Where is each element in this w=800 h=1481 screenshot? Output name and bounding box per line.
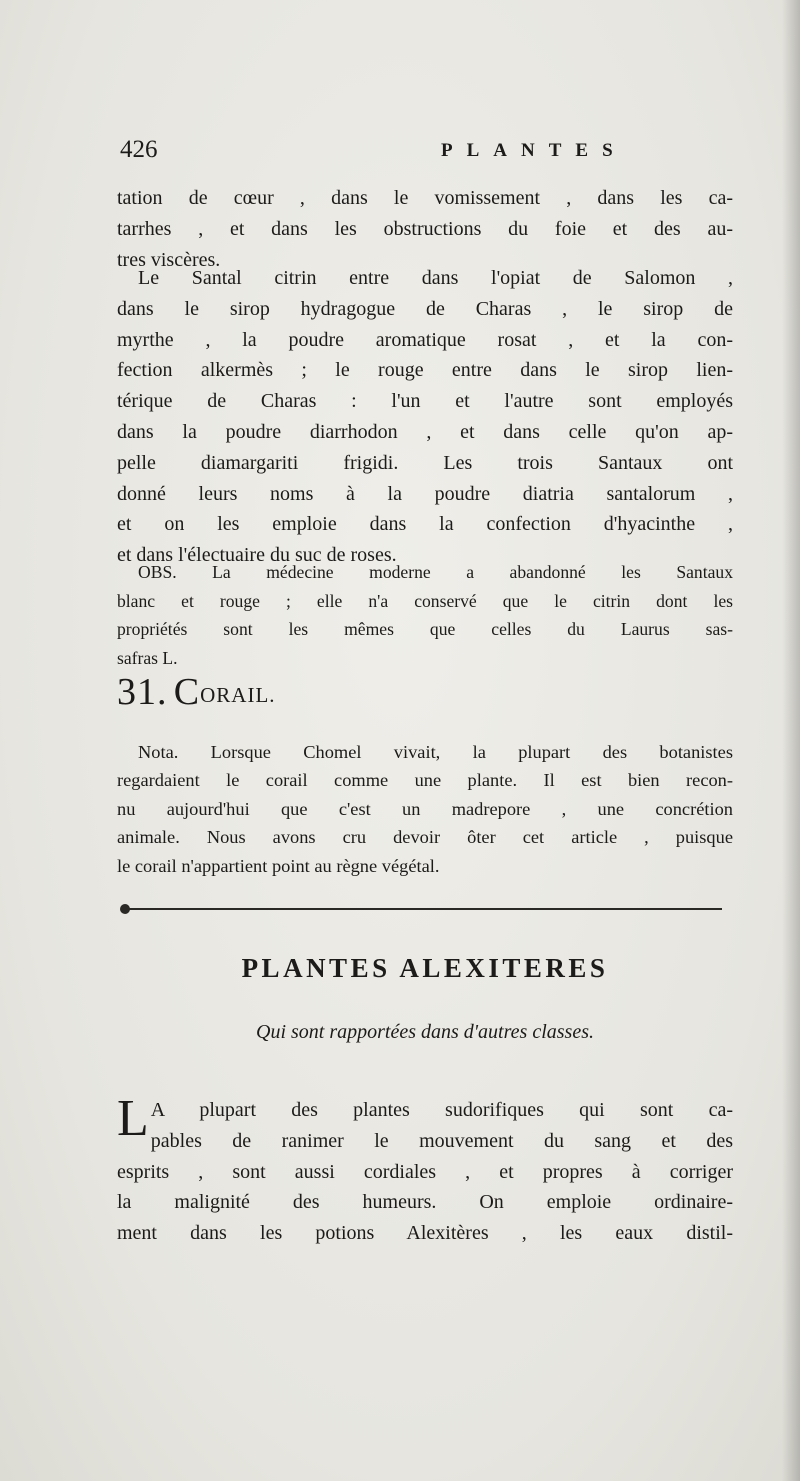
text-line: safras L. [117, 647, 178, 668]
page-number: 426 [120, 136, 158, 163]
text-line: A plupart des plantes sudorifiques qui sont ca- [150, 1099, 733, 1121]
text-line: animale. Nous avons cru devoir ôter cet article , puisque [117, 827, 733, 848]
text-line: pables de ranimer le mouvement du sang et des [150, 1129, 733, 1152]
section-title [117, 670, 733, 714]
section-name-rest: ORAIL. [200, 683, 276, 707]
text-line: pelle diamargariti frigidi. Les trois Santaux ont [117, 451, 733, 474]
text-line: fection alkermès ; le rouge entre dans le sirop lien- [117, 359, 733, 382]
page-header [117, 136, 733, 172]
text-line: donné leurs noms à la poudre diatria santalorum , [117, 482, 733, 505]
text-line: myrthe , la poudre aromatique rosat , et la con- [117, 328, 733, 351]
text-line: et on les emploie dans la confection d'hyacinthe , [117, 513, 733, 536]
section-initial: C [173, 671, 201, 713]
text-line: le corail n'appartient point au règne végétal. [117, 855, 440, 876]
text-line: térique de Charas : l'un et l'autre sont employés [117, 390, 733, 413]
text-line: Nota. Lorsque Chomel vivait, la plupart des botanistes [138, 742, 733, 762]
text-line: tation de cœur , dans le vomissement , dans les ca- [117, 187, 733, 209]
text-line: OBS. La médecine moderne a abandonné les Santaux [138, 562, 733, 582]
nota-paragraph [117, 738, 733, 880]
running-head: PLANTES [441, 140, 627, 161]
chapter-heading: PLANTES ALEXITERES [241, 953, 609, 983]
chapter-subheading: Qui sont rapportées dans d'autres classes. [256, 1021, 594, 1043]
page-edge-shadow [782, 0, 800, 1481]
text-line: propriétés sont les mêmes que celles du Laurus sas- [117, 619, 733, 640]
paragraph-continuation [117, 183, 733, 275]
text-line: esprits , sont aussi cordiales , et propres à corriger [117, 1160, 733, 1183]
text-line: dans le sirop hydragogue de Charas , le sirop de [117, 297, 733, 320]
text-line: nu aujourd'hui que c'est un madrepore , une concrétion [117, 798, 733, 819]
text-line: tres viscères. [117, 248, 221, 271]
text-line: Le Santal citrin entre dans l'opiat de Salomon , [138, 267, 733, 289]
obs-note [117, 558, 733, 672]
text-line: blanc et rouge ; elle n'a conservé que le citrin dont les [117, 590, 733, 611]
text-line: regardaient le corail comme une plante. Il est bien recon- [117, 770, 733, 791]
paragraph-santal [117, 263, 733, 571]
section-number: 31. [117, 671, 168, 713]
text-line: la malignité des humeurs. On emploie ordinaire- [117, 1191, 733, 1214]
drop-cap: L [117, 1090, 149, 1147]
text-line: tarrhes , et dans les obstructions du foie et des au- [117, 217, 733, 240]
text-line: dans la poudre diarrhodon , et dans celle qu'on ap- [117, 420, 733, 443]
text-line: et dans l'électuaire du suc de roses. [117, 544, 397, 567]
paragraph-alexiteres [117, 1090, 733, 1249]
text-line: ment dans les potions Alexitères , les eaux distil- [117, 1222, 733, 1245]
section-divider [124, 908, 722, 910]
